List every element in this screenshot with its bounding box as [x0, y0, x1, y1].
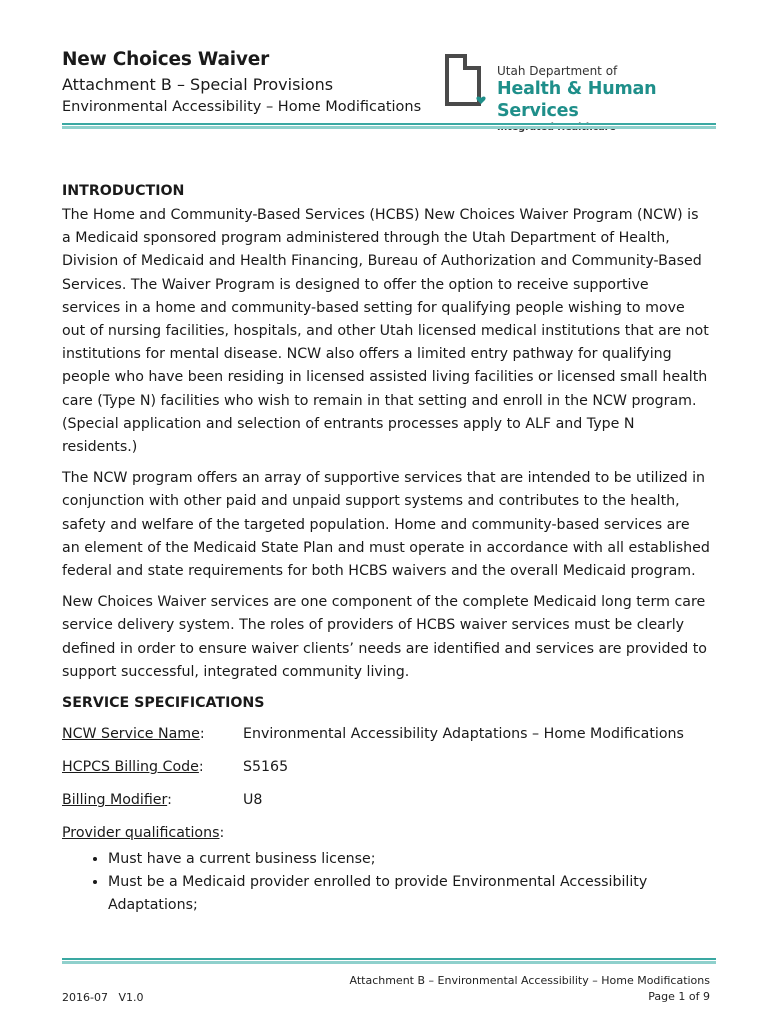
document-title: New Choices Waiver [62, 49, 270, 70]
utah-state-logo-icon [443, 54, 491, 110]
billing-code-value: S5165 [243, 759, 289, 776]
intro-heading: INTRODUCTION [62, 183, 185, 199]
billing-modifier-label: Billing Modifier [62, 792, 168, 809]
service-name-value: Environmental Accessibility Adaptations – Home Modifications [243, 726, 684, 743]
logo-line-2: Health & Human Services [497, 79, 657, 121]
footer-doc-title: Attachment B – Environmental Accessibility – Home Modifications [349, 974, 710, 987]
service-name-row: NCW Service Name: Environmental Accessibility Adaptations – Home Modifications [62, 723, 710, 745]
billing-code-label: HCPCS Billing Code [62, 759, 199, 776]
document-subtitle-2: Environmental Accessibility – Home Modifications [62, 99, 422, 115]
billing-modifier-value: U8 [243, 792, 263, 809]
document-body [62, 180, 710, 918]
document-header [62, 48, 421, 117]
agency-logo [443, 54, 723, 121]
footer-divider [62, 958, 716, 964]
logo-line-1: Utah Department of [497, 64, 618, 78]
header-divider [62, 123, 716, 129]
list-item: • Must have a current business license; [108, 848, 710, 871]
page-number: Page 1 of 9 [648, 990, 710, 1003]
provider-qualifications-label: Provider qualifications [62, 825, 220, 842]
footer-right [350, 973, 711, 1005]
list-item: • Must be a Medicaid provider enrolled to provide Environmental Accessibility Adaptations; [108, 871, 710, 917]
intro-paragraph-3: New Choices Waiver services are one component of the complete Medicaid long term care service delivery system. The roles of providers of HCBS waiver services must be clearly defined in order to ensure waiver clients’ needs are identified and services are provided to support successful, integrated community living. [62, 594, 707, 680]
intro-paragraph-2: The NCW program offers an array of supportive services that are intended to be utilized in conjunction with other paid and unpaid support systems and contributes to the health, safety and welfare of the targeted population. Home and community-based services are an element of the Medicaid State Plan and must operate in accordance with all established federal and state requirements for both HCBS waivers and the overall Medicaid program. [62, 470, 710, 580]
provider-qualifications-list [62, 848, 710, 918]
service-name-label: NCW Service Name [62, 726, 200, 743]
intro-paragraph-1: The Home and Community-Based Services (HCBS) New Choices Waiver Program (NCW) is a Medicaid sponsored program administered through the Utah Department of Health, Division of Medicaid and Health Financing, Bureau of Authorization and Community-Based Services. The Waiver Program is designed to offer the option to receive supportive services in a home and community-based setting for qualifying people wishing to move out of nursing facilities, hospitals, and other Utah licensed medical institutions that are not institutions for mental disease. NCW also offers a limited entry pathway for qualifying people who have been residing in licensed assisted living facilities or licensed small health care (Type N) facilities who wish to remain in that setting and enroll in the NCW program. (Special application and selection of entrants processes apply to ALF and Type N residents.) [62, 207, 709, 456]
billing-modifier-row: Billing Modifier: U8 [62, 789, 710, 811]
billing-code-row: HCPCS Billing Code: S5165 [62, 756, 710, 778]
footer-version: 2016-07 V1.0 [62, 991, 144, 1004]
service-heading: SERVICE SPECIFICATIONS [62, 695, 265, 712]
provider-qualifications: Provider qualifications: [62, 825, 225, 842]
document-subtitle: Attachment B – Special Provisions [62, 75, 334, 94]
